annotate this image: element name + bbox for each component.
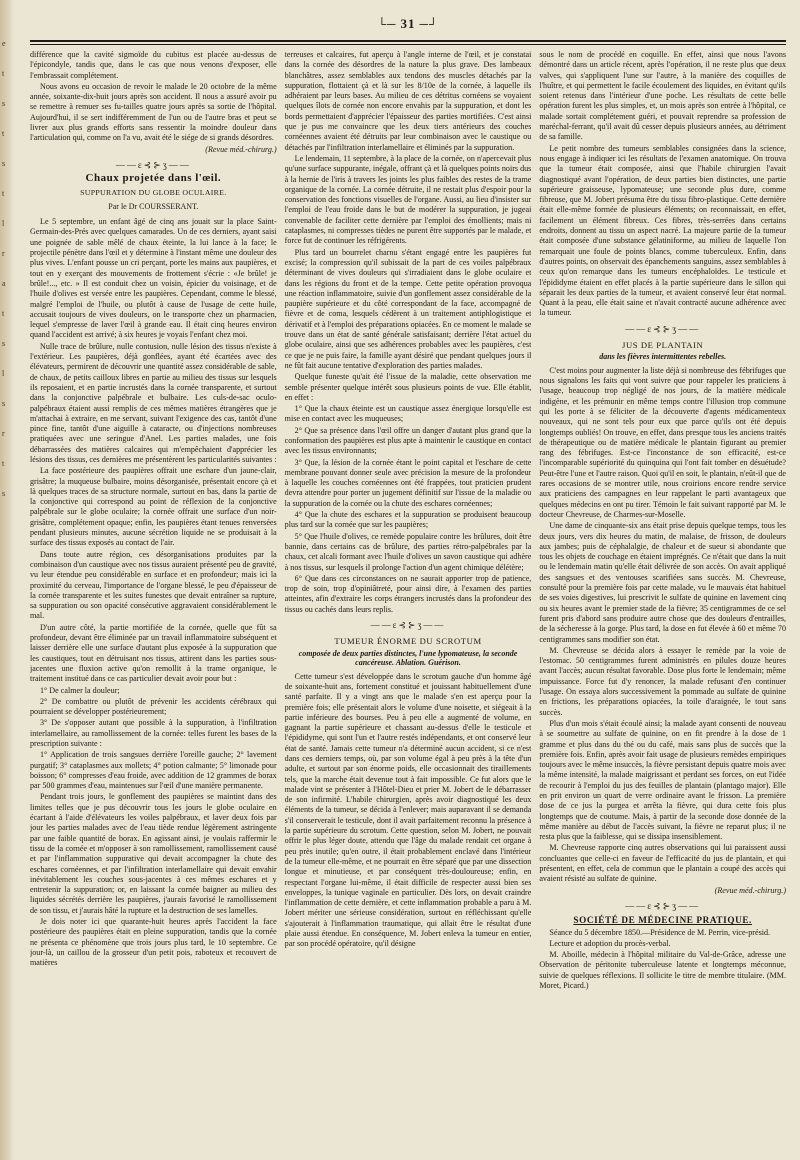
paragraph: 2° De combattre ou plutôt de prévenir les accidents cérébraux qui pourraient se développer postérieurement; xyxy=(30,696,277,717)
adjacent-page-edge xyxy=(0,0,14,1160)
edge-letter: s xyxy=(2,159,6,168)
edge-letters xyxy=(2,40,12,520)
edge-letter: s xyxy=(2,489,6,498)
paragraph: 4° Que la chute des eschares et la suppuration se produisent beaucoup plus tard sur la cornée que sur les paupières; xyxy=(284,510,532,530)
paragraph: Plus d'un mois s'était écoulé ainsi; la malade ayant consenti de nouveau à se soumettre au sulfate de quinine, on en fit prendre à la dose de 1 gramme et plus dans du thé ou du café, mais sans plus de succès que la première fois. Enfin, après avoir fait usage de plusieurs remèdes empiriques toujours avec le même insuccès, la fièvre persistant depuis quatre mois avec la même intensité, la malade maigrissant et perdant ses forces, on eut l'idée de recourir à l'emploi du jus des feuilles de plantain (plantago major). Elle en prit environ un quart de verre ordinaire avant le frisson. La première dose de ce jus la purgea et arrêta la fièvre, qui dura cette fois plus longtemps que de coutume. Mais, à partir de la seconde dose donnée de la même manière au début de l'accès suivant, la fièvre ne reparut plus; il ne resta plus que la faiblesse, qui se dissipa insensiblement. xyxy=(539,718,787,842)
edge-letter: t xyxy=(2,129,5,138)
article-subtitle-plantain: dans les fièvres intermittentes rebelles. xyxy=(599,352,727,362)
paragraph: terreuses et calcaires, fut aperçu à l'angle interne de l'œil, et je constatai dans la cornée des désordres de la nature la plus grave. Des lambeaux blanchâtres, assez semblables aux tendons des muscles détachés par la suppuration, flottaient çà et là sur les 8/10e de la cornée, à laquelle ils adhéraient par leurs bases. Au milieu de ces détritus cornéens se voyaient quelques îlots de cornée non encore envahis par la suppuration, et dont les bords permettaient d'apprécier l'épaisseur des parties mortifiées. C'est ainsi que je pus me convaincre que les deux tiers antérieurs des couches cornéennes avaient été détruits par leur combinaison avec le caustique ou détachés par l'infiltration interlamellaire et éliminés par la suppuration. xyxy=(284,50,532,152)
article-body-tumeur-end xyxy=(539,50,786,319)
edge-letter: r xyxy=(2,429,5,438)
article-title-tumeur: TUMEUR ÉNORME DU SCROTUM xyxy=(334,636,482,647)
edge-letter: l xyxy=(2,369,5,378)
header-rule xyxy=(30,40,786,45)
page-header xyxy=(30,14,786,46)
paragraph: 5° Que l'huile d'olives, ce remède populaire contre les brûlures, doit être bannie, dans certains cas de brûlure, des parties rétro-palpébrales par la chaux, cet alcali formant avec l'huile d'olives un savon caustique qui adhère à nos tissus, sur lesquels il prolonge l'action d'un agent chimique délétère; xyxy=(284,531,532,572)
paragraph: Plus tard un bourrelet charnu s'étant engagé entre les paupières fut excisé; la compression qu'il subissait de la part de ces voiles palpébraux déterminant de vives douleurs qui s'irradiaient dans le globe oculaire et dans les régions du front et de la tempe. Cette petite opération provoqua une réaction inflammatoire, suivie d'un gonflement assez considérable de la paupière supérieure et du côté correspondant de la face, accompagné de fièvre et de coma, lesquels cédèrent à un traitement antiphlogistique et dérivatif et à l'emploi des préparations opiacées. En ce moment le malade se trouve dans un état de santé générale satisfaisant; derrière l'état actuel du globe oculaire, ainsi que ses adhérences probables avec les paupières, c'est ce que je ne puis faire, la famille ayant désiré que pendant quelques jours il ne fût fait aucune tentative d'exploration des parties malades. xyxy=(284,247,532,370)
article-body xyxy=(30,217,277,968)
edge-letter: t xyxy=(2,309,5,318)
paragraph: Dans toute autre région, ces désorganisations produites par la combinaison d'un caustique avec nos tissus auraient présenté peu de gravité, vu leur étendue peu considérable en surface et en profondeur; mais ici la proximité du cerveau, l'importance de l'organe blessé, le peu d'épaisseur de la cornée transparente et les suites funestes que devait entraîner sa rupture, sa suppuration ou son opacité consécutive aggravaient considérablement le mal. xyxy=(30,549,277,621)
paragraph: M. Aboille, médecin à l'hôpital militaire du Val-de-Grâce, adresse une Observation de péritonite tuberculeuse latente et longtemps méconnue, suivie de quelques réflexions. Il sollicite le titre de membre titulaire. (MM. Moret, Picard.) xyxy=(539,950,787,991)
paragraph: différence que la cavité sigmoïde du cubitus est placée au-dessus de l'épicondyle, tandis que, dans le cas que nous venons d'exposer, elle l'embrassait complétement. xyxy=(30,50,277,80)
paragraph: 6° Que dans ces circonstances on ne saurait apporter trop de patience, trop de soin, trop d'opiniâtreté, pour ainsi dire, à l'examen des parties atteintes, afin d'extraire les corps étrangers incrustés dans la profondeur des tissus ou cachés dans leurs replis. xyxy=(284,573,532,614)
paragraph: 3° De s'opposer autant que possible à la suppuration, à l'infiltration interlamellaire, au ramollissement de la cornée: telles furent les bases de la prescription suivante : xyxy=(30,718,277,748)
folio-number: 31 xyxy=(400,16,416,31)
page-number: └─ 31 ─┘ xyxy=(377,16,439,31)
article-byline: Par le Dr COURSSERANT. xyxy=(108,201,199,211)
source-citation: (Revue méd.-chirurg.) xyxy=(714,885,787,895)
paragraph: Nulle trace de brûlure, nulle contusion, nulle lésion des tissus n'existe à l'extérieur. Les paupières, déjà gonflées, ayant été écartées avec des élévateurs, permirent de découvrir une quantité assez considérable de sable, de chaux, de petits cailloux libres en partie au milieu des tissus sur lesquels ils reposaient, et en partie incrustés dans la cornée transparente, et surtout dans la conjonctive palpébrale et bulbaire. Les culs-de-sac oculo-palpébraux étaient aussi remplis de ces mêmes matières étrangères que je m'attachai à extraire, en me servant, suivant l'exigence des cas, tantôt d'une pince fine, tantôt d'une aiguille à cataracte, ou d'injections nombreuses pratiquées avec une seringue d'Anel. Les parties malades, une fois débarrassées des matières calcaires qui m'empêchaient d'apprécier les lésions des tissus, ces dernières me présentèrent les particularités suivantes : xyxy=(30,341,277,464)
paragraph: Le 5 septembre, un enfant âgé de cinq ans jouait sur la place Saint-Germain-des-Prés avec quelques camarades. Un de ces derniers, ayant saisi une poignée de sable mêlé de chaux éteinte, la lui lance à la face; le projectile pénètre dans l'œil et y détermine à l'instant même une douleur des plus vives. L'enfant pousse un cri perçant, porte les mains aux paupières, et tout en y exerçant des mouvements de frottement s'écrie : «Je brûle! je brûle!..., etc. » Il est conduit chez un voisin, épicier du voisinage, et de l'huile d'olives est versée entre les paupières. Cependant, comme le blessé, malgré l'emploi de l'huile, ou plutôt à cause de l'usage de cette huile, accusait toujours de vives douleurs, on le transporte chez un pharmacien, lequel s'empresse de laver l'œil à grande eau. Il était cinq heures environ quand l'accident est arrivé; à six heures je voyais l'enfant chez moi. xyxy=(30,217,277,340)
society-title: SOCIÉTÉ DE MÉDECINE PRATIQUE. xyxy=(573,915,752,926)
source-citation: (Revue méd.-chirurg.) xyxy=(205,144,277,154)
paragraph: Le petit nombre des tumeurs semblables consignées dans la science, nous engage à indiquer ici les résultats de l'examen anatomique. On trouva que la tumeur était composée, ainsi que l'habile chirurgien l'avait diagnostiqué avant l'opération, de deux parties bien distinctes, une partie supérieure graisseuse, lypomateuse; une seconde plus dure, comme fibreuse, que M. Jobert présuma être du tissu fibro-plastique. Cette dernière était elle-même formée de plusieurs éléments; on reconnaissait, en effet, facilement un élément fibreux. Ces fibres, très-serrées dans certains endroits, donnent au tissu un aspect nacré. La majeure partie de la tumeur était composée d'une substance gélatiniforme, au milieu de laquelle l'on remarquait une foule de points blancs, comme tuberculeux. Enfin, dans d'autres points, on observait des épanchements sanguins, assez semblables à ceux qu'on remarque dans les tumeurs encéphaloïdes. Le testicule et l'épididyme étaient en effet placés à la partie supérieure dans le sillon qui séparait les deux parties de la tumeur, et avaient conservé leur état normal. Quant à la peau, elle était saine et n'avait contracté aucune adhérence avec la tumeur. xyxy=(539,143,787,318)
article-body-continued xyxy=(285,50,532,615)
paragraph: Je dois noter ici que quarante-huit heures après l'accident la face postérieure des paupières était en pleine suppuration, tandis que la cornée ne présenta ce phénomène que trois jours plus tard, le 10 septembre. Ce jour-là, un caillou de la grosseur d'un petit pois, raboteux et recouvert de matières xyxy=(30,917,277,968)
article-title-plantain: JUS DE PLANTAIN xyxy=(622,340,704,351)
paragraph: C'est moins pour augmenter la liste déjà si nombreuse des fébrifuges que nous signalons les faits qui vont suivre que pour rappeler les praticiens à l'usage, beaucoup trop négligé de nos jours, de la matière médicale indigène, et les prémunir en même temps contre l'illusion trop commune qui les porte à se féliciter de la découverte d'agents médicamenteux nouveaux, qui ne sont tels pour eux que parce qu'ils ont été depuis longtemps oubliés! On trouve, en effet, dans presque tous les anciens traités de thérapeutique ou de matière médicale le plantain figurant au premier rang des fébrifuges. Est-ce l'inconstance de son efficacité, est-ce l'incomparable supériorité du quinquina qui l'ont fait tomber en désuétude? Peut-être l'une et l'autre raison. Quoi qu'il en soit, le plantain, n'eût-il que de rares occasions de se montrer utile, nous croirions encore rendre service aux praticiens des campagnes en leur rappelant le parti avantageux que quelques médecins en ont pu tirer. Témoin le fait suivant rapporté par M. le docteur Chevreuse, de Charmes-sur-Moselle. xyxy=(539,365,787,519)
edge-letter: a xyxy=(2,279,6,288)
edge-letter: t xyxy=(2,189,5,198)
separator-ornament: ——ε⊰⊱ʒ—— xyxy=(625,900,701,911)
paragraph: 2° Que sa présence dans l'œil offre un danger d'autant plus grand que la conformation des paupières est plus apte à maintenir le caustique en contact avec les tissus environnants; xyxy=(284,425,532,456)
article-body-tumeur xyxy=(285,672,532,950)
edge-letter: s xyxy=(2,399,6,408)
edge-letter: t xyxy=(2,459,5,468)
paragraph: 1° Application de trois sangsues derrière l'oreille gauche; 2° lavement purgatif; 3° cataplasmes aux mollets; 4° potion calmante; 5° limonade pour boisson; 6° compresses d'eau froide, avec addition de 12 grammes de borax par 500 grammes d'eau, maintenues sur l'œil d'une manière permanente. xyxy=(30,750,277,791)
edge-letter: s xyxy=(2,339,6,348)
paragraph: 1° De calmer la douleur; xyxy=(40,685,120,695)
article-body-plantain xyxy=(539,366,786,885)
paragraph: Séance du 5 décembre 1850.—Présidence de M. Perrin, vice-présid. xyxy=(549,927,771,937)
paragraph: sous le nom de procédé en coquille. En effet, ainsi que nous l'avons démontré dans un article récent, après l'opération, il ne reste plus que deux valves, qui s'appliquent l'une sur l'autre, à la manière des coquilles de l'huître, et qui permettent le facile écoulement des liquides, en évitant qu'ils soient retenus dans l'intérieur d'une poche. Les résultats de cette belle opération furent les plus simples, et, un mois après son entrée à l'hôpital, ce malade sortait complétement guéri, et pouvait reprendre sa profession de maréchal-ferrant, qu'il avait dû cesser depuis plusieurs années, au détriment de sa famille. xyxy=(539,50,787,142)
text-columns xyxy=(30,50,786,1152)
column-1 xyxy=(30,50,277,1152)
paragraph: D'un autre côté, la partie mortifiée de la cornée, quelle que fût sa profondeur, devant être éliminée par un travail inflammatoire subséquent et laisser derrière elle une surface d'autant plus exposée à la suppuration que les caustiques, tout en détruisant nos tissus, attirent dans les parties sous-jacentes une fluxion active qu'on remollit à la trame organique, le traitement institué dans ce cas particulier devait avoir pour but : xyxy=(30,622,277,684)
edge-letter: e xyxy=(2,39,6,48)
article-title: Chaux projetée dans l'œil. xyxy=(85,172,222,185)
paragraph: Cette tumeur s'est développée dans le scrotum gauche d'un homme âgé de soixante-huit ans, fortement constitué et jouissant habituellement d'une santé parfaite. Il y a vingt ans que le malade s'en est aperçu pour la première fois; elle présentait alors le volume d'une noisette, et siégeait à la partie inférieure des bourses. Peu à peu elle a augmenté de volume, en gagnant la partie supérieure et chassant au-dessus d'elle le testicule et l'épididyme, qui sont l'un et l'autre restés indépendants, et ont conservé leur état de santé. Jamais cette tumeur n'a déterminé aucun accident, si ce n'est dans ces derniers temps, où, par son volume égal à peu près à la tête d'un adulte, et surtout par son énorme poids, elle occasionnait des tiraillements tels, que la marche était devenue tout à fait impossible. Ce fut alors que le malade vint se présenter à l'Hôtel-Dieu et prier M. Jobert de le débarrasser de son infirmité. L'habile chirurgien, après avoir diagnostiqué les deux éléments de la tumeur, se décida à l'enlever; mais auparavant il se demanda s'il conserverait le testicule, dont il avait parfaitement reconnu la présence à la partie supérieure du scrotum. Cette question, selon M. Jobert, ne pouvait offrir le plus léger doute, attendu que l'âge du malade rendait cet organe à peu près inutile; qu'en outre, il était probablement enclavé dans l'intérieur de la tumeur elle-même, et ne pourrait en être séparé que par une dissection longue et minutieuse, et par conséquent très-douloureuse; enfin, en respectant l'organe lui-même, il était difficile de respecter aussi bien ses enveloppes, la tunique vaginale en particulier. Dès lors, on devait craindre l'inflammation de cette dernière, et cette inflammation probable a paru à M. Jobert mériter une sérieuse considération, surtout en réfléchissant qu'elle s'ajouterait à l'inflammation traumatique, qui allait être le résultat d'une plaie aussi étendue. En conséquence, M. Jobert enleva la tumeur en entier, par son procédé opératoire, qu'il désigne xyxy=(284,671,532,949)
paragraph: La face postérieure des paupières offrait une eschare d'un jaune-clair, grisâtre; la muqueuse bulbaire, moins désorganisée, présentait encore çà et là quelques traces de sa structure normale, surtout en bas, dans la partie de la conjonctive qui correspond au point de réflexion de la conjonctive palpébrale sur le globe oculaire; la cornée offrait une surface d'un noir-grisâtre, complétement opaque; enfin, les paupières étant tenues renversées pendant plusieurs minutes, aucune sécrétion liquide ne se produisait à la surface des tissus exposés au contact de l'air. xyxy=(30,466,277,548)
paragraph: Le lendemain, 11 septembre, à la place de la cornée, on n'apercevait plus qu'une surface suppurante, inégale, offrant çà et là quelques points noirs dus à la hernie de l'iris à travers les joints les plus faibles des restes de la trame organique de la cornée. La cornée détruite, il ne restait plus d'espoir pour la conservation des fonctions visuelles de l'organe. Aussi, au lieu d'insister sur l'emploi de l'eau froide dans le but de modérer la suppuration, je jugeai convenable de faciliter cette dernière par l'emploi des émollients; mais ni cataplasmes, ni compresses tièdes ne purent être supportés par le malade, et force fut de continuer les réfrigérents. xyxy=(284,153,532,246)
separator-ornament: ——ε⊰⊱ʒ—— xyxy=(370,620,446,631)
paragraph: 3° Que, la lésion de la cornée étant le point capital et l'eschare de cette membrane pouvant donner seule avec précision la mesure de la profondeur à laquelle les couches cornéennes ont été frappées, tout praticien prudent devra attendre pour porter un jugement définitif sur l'issue de la maladie ou la suppuration de la cornée ou la chute des eschares cornéennes; xyxy=(284,457,532,508)
paragraph: Pendant trois jours, le gonflement des paupières se maintint dans des limites telles que je pus découvrir tous les jours le globe oculaire en écartant à l'aide d'élévateurs les voiles palpébraux, et laver deux fois par jour les parties malades avec de l'eau tiède rendue légèrement astringente par une faible quantité de borax. En agissant ainsi, je voulais raffermir le tissu de la cornée et m'opposer à son ramollissement, ramollissement causé et par l'inflammation suppurative qui devait accompagner la chute des eschares cornéennes, et par l'infiltration interlamellaire qui devait envahir inévitablement les couches sous-jacentes à ces mêmes eschares et y entretenir la suppuration; or, en laissant la cornée baigner au milieu des liquides sécrétés derrière les paupières, j'aurais favorisé le ramollissement de son tissu, et j'aurais hâté la rupture et la destruction de ses lamelles. xyxy=(30,792,277,915)
column-2 xyxy=(285,50,532,1152)
society-proceedings xyxy=(539,928,786,992)
paragraph: Nous avons eu occasion de revoir le malade le 20 octobre de la même année, soixante-dix-huit jours après son accident. Il nous a assuré avoir pu se remettre à remuer ses fu-tailles quatre jours après sa sortie de l'hôpital. Aujourd'hui, il se sert indifféremment de l'un ou de l'autre bras et peut se livrer aux plus grands efforts sans ressentir la moindre douleur dans l'articulation qui, comme on l'a vu, avait été le siége de si grands désordres. xyxy=(30,81,277,143)
paragraph: M. Chevreuse se décida alors à essayer le remède par la voie de l'estomac. 50 centigrammes furent administrés en pilules douze heures avant l'accès; aucun résultat favorable. Dose plus forte le lendemain; même impuissance. Force fut d'y renoncer, la malade refusant d'en continuer l'usage. On essaya alors successivement la pommade au sulfate de quinine en frictions, les préparations opiacées, la toile d'araignée, le tout sans succès. xyxy=(539,645,787,717)
edge-letter: l xyxy=(2,219,5,228)
paragraph: 1° Que la chaux éteinte est un caustique assez énergique lorsqu'elle est mise en contact avec les muqueuses; xyxy=(284,404,532,424)
paragraph: Une dame de cinquante-six ans était prise depuis quelque temps, tous les deux jours, vers dix heures du matin, de malaise, de frisson, de douleurs aux jambes; puis de céphalalgie, de chaleur et de sueur si abondante que tous les objets de couchage en étaient imprégnés. Ce n'était que dans la nuit ou le lendemain matin qu'elle était délivrée de son accès. On avait appliqué des sangsues et des ventouses scarifiées sans succès. M. Chevreuse, consulté pour la première fois par cette malade, vu le mauvais état habituel de ses voies digestives, lui prescrivit le sulfate de quinine en lavement cinq ou six heures avant le premier stade de la fièvre; 35 centigrammes de ce sel furent pris d'abord sans produire autre chose que des douleurs d'entrailles, de la sécheresse à la gorge. Plus tard, la dose en fut élevée à 60 et même 70 centigrammes sans modifier son état. xyxy=(539,521,787,644)
edge-letter: t xyxy=(2,69,5,78)
article-subtitle: SUPPURATION DU GLOBE OCULAIRE. xyxy=(80,187,227,197)
column-3 xyxy=(539,50,786,1152)
article-continuation xyxy=(30,50,277,144)
edge-letter: r xyxy=(2,249,5,258)
paragraph: M. Chevreuse rapporte cinq autres observations qui lui paraissent aussi concluantes que celle-ci en faveur de l'efficacité du jus de plantain, et qui présentent, en effet, cela de commun que le plantain a coupé des accès qui avaient résisté au sulfate de quinine. xyxy=(539,843,787,884)
separator-ornament: ——ε⊰⊱ʒ—— xyxy=(625,323,701,334)
separator-ornament: ——ε⊰⊱ʒ—— xyxy=(115,159,191,170)
edge-letter: s xyxy=(2,99,6,108)
article-subtitle-tumeur: composée de deux parties distinctes, l'une lypomateuse, la seconde cancéreuse. Ablation. Guérison. xyxy=(298,648,518,668)
paragraph: Quelque funeste qu'ait été l'issue de la maladie, cette observation me semble présenter quelque intérêt sous plusieurs points de vue. Elle établit, en effet : xyxy=(284,372,532,402)
paragraph: Lecture et adoption du procès-verbal. xyxy=(549,938,671,948)
